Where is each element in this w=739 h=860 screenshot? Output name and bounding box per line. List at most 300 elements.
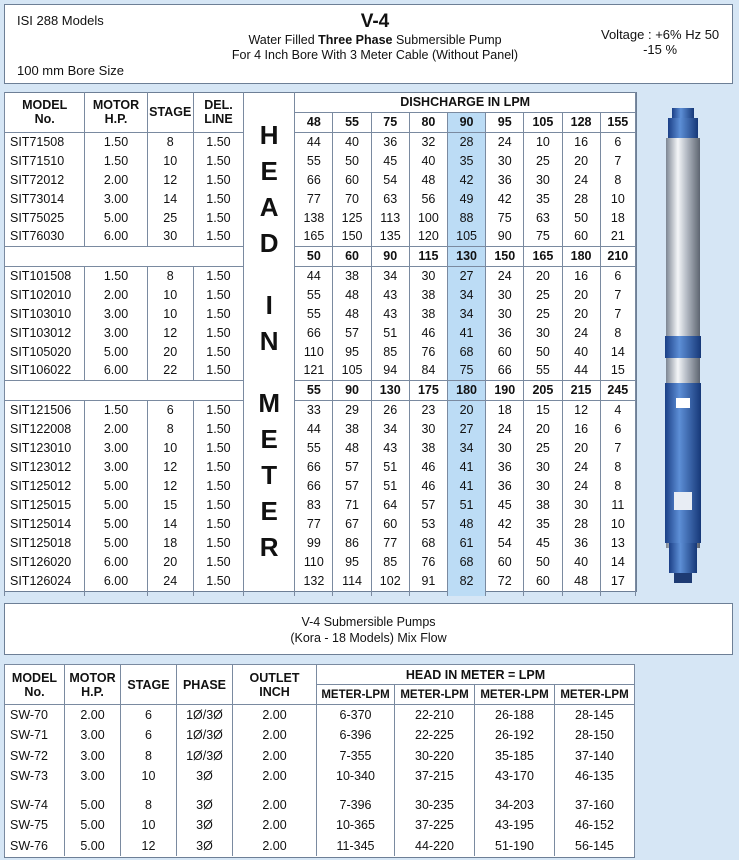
value-cell: 51 [447,495,485,514]
subtitle-post: Submersible Pump [392,33,502,47]
value-cell: 1.50 [193,476,243,495]
value-cell: 23 [409,400,447,419]
value-cell: 8 [600,323,635,342]
value-cell: 20 [562,285,600,304]
value-cell: 2.00 [85,170,147,189]
value-cell: 61 [447,533,485,552]
value-cell: 20 [524,419,562,438]
value-cell: 34 [447,304,485,323]
blank-cell [333,590,371,596]
value-cell: 45 [524,533,562,552]
lpm-header-cell: 175 [409,380,447,400]
value-cell: 72 [486,571,524,590]
value-cell: 1.50 [193,170,243,189]
value-cell: 14 [600,552,635,571]
value-cell: 28 [562,514,600,533]
value-cell: 2.00 [85,285,147,304]
value-cell: 8 [121,794,177,815]
head-in-meter-header: HEAD IN METER = LPM [317,665,635,685]
value-cell: 20 [147,342,193,361]
value-cell: 132 [295,571,333,590]
value-cell: 85 [371,342,409,361]
table-row [5,132,636,151]
value-cell: 57 [333,323,371,342]
value-cell: 1.50 [193,361,243,380]
blank-cell [555,787,635,794]
value-cell: 14 [600,342,635,361]
lpm-header-cell: 190 [486,380,524,400]
value-cell: 56 [409,189,447,208]
value-cell: 7-355 [317,746,395,767]
value-cell: 1.50 [193,342,243,361]
value-cell: 43 [371,438,409,457]
table-row [5,766,635,787]
value-cell: 30-235 [395,794,475,815]
submersible-pump-icon [648,108,718,588]
value-cell: 48 [333,438,371,457]
col-model-header: MODEL No. [5,665,65,705]
value-cell: 30 [524,323,562,342]
value-cell: 3.00 [85,438,147,457]
value-cell: 63 [524,208,562,227]
table-row [5,400,636,419]
value-cell: 46 [409,476,447,495]
value-cell: 41 [447,476,485,495]
value-cell: 43 [371,285,409,304]
value-cell: 34 [447,438,485,457]
value-cell: 51-190 [475,835,555,856]
value-cell: 12 [147,476,193,495]
value-cell: 20 [562,151,600,170]
value-cell: 15 [147,495,193,514]
value-cell: 44 [562,361,600,380]
subtitle-bold: Three Phase [318,33,393,47]
value-cell: 1.50 [193,552,243,571]
lpm-header-cell: 75 [371,112,409,132]
value-cell: 6 [147,400,193,419]
value-cell: 54 [486,533,524,552]
value-cell: 1.50 [193,208,243,227]
value-cell: 67 [333,514,371,533]
value-cell: 113 [371,208,409,227]
value-cell: 77 [295,514,333,533]
blank-cell [486,590,524,596]
value-cell: 88 [447,208,485,227]
value-cell: 2.00 [233,705,317,726]
lpm-header-cell: 80 [409,112,447,132]
value-cell: 51 [371,476,409,495]
value-cell: 38 [409,285,447,304]
model-cell: SIT75025 [5,208,85,227]
model-cell: SIT122008 [5,419,85,438]
section-spacer [5,380,244,400]
value-cell: 7 [600,285,635,304]
value-cell: 63 [371,189,409,208]
value-cell: 10 [600,189,635,208]
lpm-header-cell: 130 [371,380,409,400]
model-cell: SIT105020 [5,342,85,361]
value-cell: 20 [147,552,193,571]
value-cell: 25 [524,438,562,457]
value-cell: 12 [147,323,193,342]
value-cell: 46 [409,323,447,342]
blank-cell [524,590,562,596]
value-cell: 1.50 [193,533,243,552]
model-cell: SIT126020 [5,552,85,571]
value-cell: 8 [600,170,635,189]
model-cell: SW-70 [5,705,65,726]
value-cell: 48 [333,285,371,304]
value-cell: 12 [562,400,600,419]
value-cell: 48 [562,571,600,590]
value-cell: 44-220 [395,835,475,856]
value-cell: 30 [486,151,524,170]
value-cell: 30 [409,266,447,285]
value-cell: 57 [409,495,447,514]
voltage-line-1: Voltage : +6% Hz 50 [601,27,720,42]
lpm-header-cell: 155 [600,112,635,132]
model-cell: SIT125015 [5,495,85,514]
value-cell: 14 [147,189,193,208]
value-cell: 71 [333,495,371,514]
table-row [5,835,635,856]
value-cell: 43-195 [475,815,555,836]
value-cell: 8 [147,419,193,438]
model-cell: SW-73 [5,766,65,787]
value-cell: 3Ø [177,835,233,856]
blank-cell [562,590,600,596]
value-cell: 1.50 [193,400,243,419]
blank-cell [121,787,177,794]
value-cell: 10 [147,285,193,304]
lpm-header-cell: 165 [524,246,562,266]
value-cell: 82 [447,571,485,590]
value-cell: 6 [600,419,635,438]
value-cell: 8 [600,457,635,476]
value-cell: 68 [447,342,485,361]
value-cell: 20 [447,400,485,419]
model-cell: SIT71510 [5,151,85,170]
value-cell: 5.00 [85,476,147,495]
value-cell: 30 [486,304,524,323]
value-cell: 21 [600,227,635,246]
table-row [5,514,636,533]
voltage-line-2: -15 % [643,42,678,57]
model-cell: SIT76030 [5,227,85,246]
subtitle-line-1 [195,33,555,48]
value-cell: 37-215 [395,766,475,787]
value-cell: 2.00 [233,815,317,836]
value-cell: 34-203 [475,794,555,815]
value-cell: 3.00 [65,725,121,746]
value-cell: 121 [295,361,333,380]
lpm-header-cell: 105 [524,112,562,132]
value-cell: 10 [147,151,193,170]
value-cell: 28-145 [555,705,635,726]
value-cell: 33 [295,400,333,419]
value-cell: 37-140 [555,746,635,767]
value-cell: 24 [562,170,600,189]
value-cell: 40 [562,342,600,361]
value-cell: 28 [562,189,600,208]
value-cell: 11 [600,495,635,514]
value-cell: 1.50 [85,266,147,285]
value-cell: 94 [371,361,409,380]
value-cell: 13 [600,533,635,552]
header-panel [4,4,733,84]
value-cell: 66 [295,170,333,189]
value-cell: 30 [147,227,193,246]
model-cell: SIT123010 [5,438,85,457]
value-cell: 12 [147,457,193,476]
blank-cell [147,590,193,596]
value-cell: 4 [600,400,635,419]
table-row [5,457,636,476]
value-cell: 26-192 [475,725,555,746]
value-cell: 7-396 [317,794,395,815]
value-cell: 30 [562,495,600,514]
value-cell: 10 [147,438,193,457]
value-cell: 3.00 [85,304,147,323]
value-cell: 1.50 [85,132,147,151]
subtitle-pre: Water Filled [248,33,319,47]
value-cell: 86 [333,533,371,552]
value-cell: 5.00 [85,533,147,552]
pump-image [648,108,718,588]
value-cell: 1.50 [193,285,243,304]
model-cell: SIT125012 [5,476,85,495]
value-cell: 20 [524,266,562,285]
value-cell: 12 [121,835,177,856]
blank-cell [317,787,395,794]
value-cell: 1Ø/3Ø [177,705,233,726]
value-cell: 66 [295,323,333,342]
value-cell: 36 [486,170,524,189]
lpm-header-cell: 180 [562,246,600,266]
value-cell: 68 [409,533,447,552]
v4-performance-table [4,92,636,596]
table-row [5,705,635,726]
value-cell: 38 [524,495,562,514]
value-cell: 60 [524,571,562,590]
value-cell: 5.00 [85,495,147,514]
table-row [5,189,636,208]
title-block [195,11,555,63]
value-cell: 40 [409,151,447,170]
value-cell: 10 [147,304,193,323]
value-cell: 6 [121,705,177,726]
kora-series-caption [4,603,733,655]
value-cell: 105 [447,227,485,246]
value-cell: 35 [524,514,562,533]
model-cell: SIT126024 [5,571,85,590]
table-row [5,495,636,514]
value-cell: 22 [147,361,193,380]
table-row [5,815,635,836]
value-cell: 120 [409,227,447,246]
value-cell: 17 [600,571,635,590]
model-cell: SIT71508 [5,132,85,151]
lpm-header-cell: 60 [333,246,371,266]
table-row [5,361,636,380]
table-row [5,266,636,285]
value-cell: 15 [524,400,562,419]
value-cell: 35 [447,151,485,170]
value-cell: 1.50 [193,457,243,476]
value-cell: 55 [295,304,333,323]
value-cell: 10 [600,514,635,533]
value-cell: 6.00 [85,361,147,380]
lpm-header-cell: 130 [447,246,485,266]
table-row [5,571,636,590]
blank-cell [371,590,409,596]
col-del-line-header: DEL. LINE [193,92,243,132]
value-cell: 150 [333,227,371,246]
value-cell: 5.00 [65,815,121,836]
value-cell: 6.00 [85,227,147,246]
value-cell: 55 [524,361,562,380]
value-cell: 30 [486,438,524,457]
value-cell: 7 [600,304,635,323]
model-cell: SW-72 [5,746,65,767]
value-cell: 41 [447,323,485,342]
value-cell: 7 [600,438,635,457]
value-cell: 1.50 [193,151,243,170]
value-cell: 10-340 [317,766,395,787]
meter-lpm-header: METER-LPM [395,685,475,705]
value-cell: 6 [600,132,635,151]
value-cell: 38 [409,438,447,457]
value-cell: 22-210 [395,705,475,726]
value-cell: 27 [447,266,485,285]
value-cell: 1Ø/3Ø [177,746,233,767]
blank-cell [177,787,233,794]
value-cell: 54 [371,170,409,189]
value-cell: 2.00 [65,705,121,726]
value-cell: 36 [486,323,524,342]
value-cell: 34 [447,285,485,304]
value-cell: 1.50 [193,304,243,323]
model-cell: SIT73014 [5,189,85,208]
value-cell: 48 [447,514,485,533]
value-cell: 60 [333,170,371,189]
value-cell: 110 [295,552,333,571]
value-cell: 6-396 [317,725,395,746]
value-cell: 2.00 [233,746,317,767]
table-row [5,533,636,552]
value-cell: 42 [447,170,485,189]
value-cell: 5.00 [85,342,147,361]
value-cell: 44 [295,132,333,151]
value-cell: 64 [371,495,409,514]
value-cell: 14 [147,514,193,533]
meter-lpm-header: METER-LPM [555,685,635,705]
value-cell: 24 [486,419,524,438]
value-cell: 46-152 [555,815,635,836]
value-cell: 135 [371,227,409,246]
value-cell: 5.00 [85,208,147,227]
model-cell: SIT72012 [5,170,85,189]
lpm-header-cell: 205 [524,380,562,400]
blank-cell [85,590,147,596]
value-cell: 30 [486,285,524,304]
value-cell: 46-135 [555,766,635,787]
value-cell: 51 [371,323,409,342]
value-cell: 3.00 [85,189,147,208]
voltage-spec [601,27,719,57]
value-cell: 48 [409,170,447,189]
caption-line-2: (Kora - 18 Models) Mix Flow [290,631,447,645]
value-cell: 76 [409,342,447,361]
value-cell: 42 [486,189,524,208]
value-cell: 1.50 [193,227,243,246]
value-cell: 25 [147,208,193,227]
value-cell: 1.50 [193,514,243,533]
table-row [5,208,636,227]
value-cell: 3.00 [65,746,121,767]
value-cell: 114 [333,571,371,590]
value-cell: 18 [486,400,524,419]
lpm-header-cell: 90 [333,380,371,400]
value-cell: 10 [524,132,562,151]
value-cell: 2.00 [233,725,317,746]
value-cell: 1.50 [193,495,243,514]
value-cell: 30 [524,476,562,495]
value-cell: 66 [295,457,333,476]
value-cell: 12 [147,170,193,189]
value-cell: 1.50 [193,419,243,438]
value-cell: 55 [295,285,333,304]
value-cell: 38 [333,266,371,285]
col-motor-header: MOTOR H.P. [85,92,147,132]
value-cell: 6 [121,725,177,746]
value-cell: 11-345 [317,835,395,856]
value-cell: 37-225 [395,815,475,836]
head-in-meter-vertical-text: H E A D I N M E T E R [258,120,281,562]
lpm-header-cell: 115 [409,246,447,266]
discharge-lpm-header: DISHCHARGE IN LPM [295,92,636,112]
value-cell: 28 [447,132,485,151]
value-cell: 3.00 [65,766,121,787]
head-in-meter-label [244,92,295,596]
lpm-header-cell: 90 [371,246,409,266]
table-row [5,746,635,767]
value-cell: 48 [333,304,371,323]
value-cell: 102 [371,571,409,590]
isi-models-label: ISI 288 Models [17,13,104,28]
value-cell: 60 [486,552,524,571]
lpm-header-cell: 55 [333,112,371,132]
blank-cell [447,590,485,596]
value-cell: 24 [562,457,600,476]
table-row [5,794,635,815]
value-cell: 6.00 [85,571,147,590]
model-cell: SIT121506 [5,400,85,419]
model-title: V-4 [360,11,390,32]
value-cell: 36 [486,476,524,495]
value-cell: 20 [562,438,600,457]
value-cell: 16 [562,419,600,438]
meter-lpm-header: METER-LPM [475,685,555,705]
value-cell: 57 [333,457,371,476]
table-row [5,552,636,571]
value-cell: 44 [295,266,333,285]
value-cell: 28-150 [555,725,635,746]
value-cell: 25 [524,285,562,304]
value-cell: 25 [524,151,562,170]
value-cell: 45 [371,151,409,170]
value-cell: 32 [409,132,447,151]
